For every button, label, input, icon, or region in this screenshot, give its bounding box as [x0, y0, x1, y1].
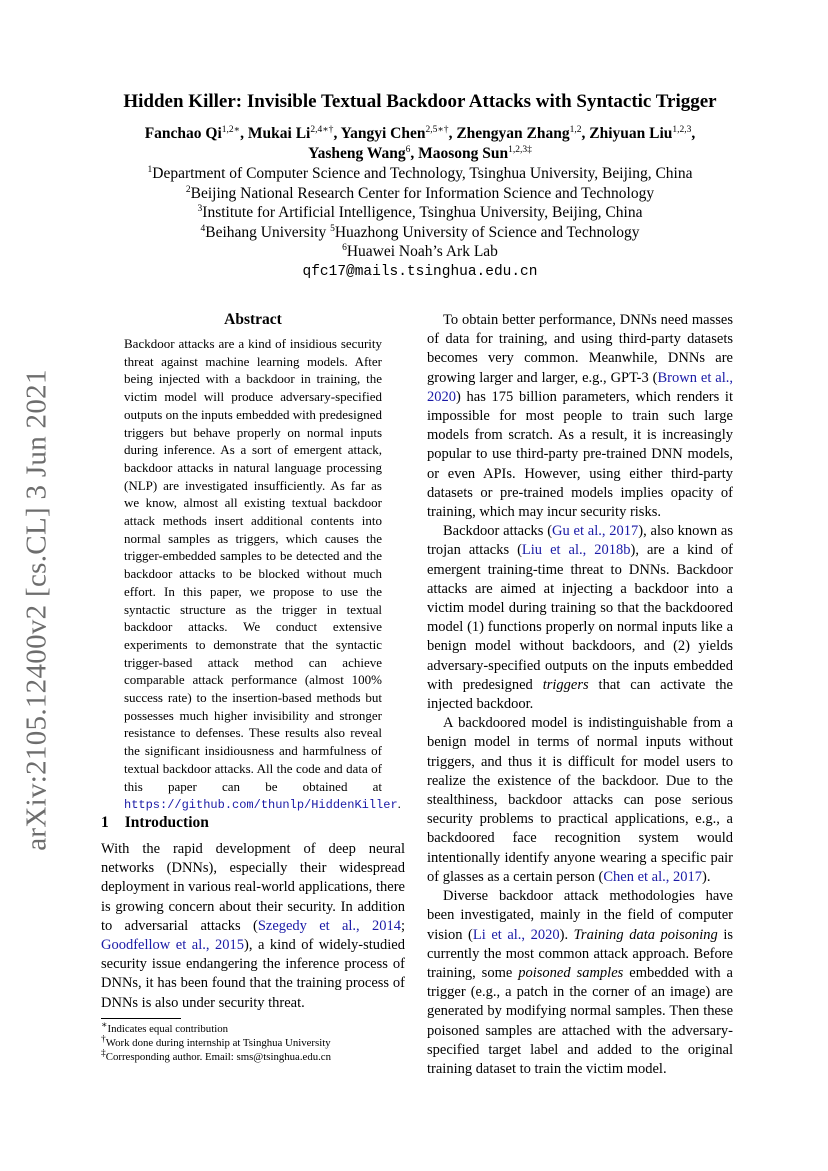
footnote: [101, 1036, 405, 1050]
abstract-section: [124, 311, 401, 815]
citation-link[interactable]: Chen et al., 2017: [603, 868, 703, 885]
citation-link[interactable]: Gu et al., 2017: [552, 523, 639, 540]
affiliation-sup: 1: [147, 164, 153, 175]
abstract-heading: Abstract: [224, 311, 282, 328]
affiliation: [90, 164, 750, 184]
contact-email[interactable]: qfc17@mails.tsinghua.edu.cn: [302, 263, 538, 280]
section-heading: [101, 814, 405, 832]
paper-header: [90, 90, 750, 282]
footnote: [101, 1022, 405, 1036]
emphasis: Training data poisoning: [573, 926, 718, 943]
text-run: ;: [400, 917, 405, 934]
text-run: ), are a kind of emergent training-time threat to DNNs. Backdoor attacks are aimed at injecting a backdoor into a victim model during training so that the backdoored model (1) functions properly on normal inputs like a benign model without backdoors, and (2) yields adversary-specified outputs on the inputs embedded with predesigned: [427, 542, 733, 693]
emphasis: triggers: [542, 676, 589, 693]
abstract-end: .: [397, 796, 401, 812]
footnote-text: Corresponding author. Email: sms@tsinghua.edu.cn: [105, 1051, 332, 1063]
text-run: Backdoor attacks (: [443, 523, 553, 540]
body-paragraph: [427, 714, 733, 887]
abstract-text: Backdoor attacks are a kind of insidious security threat against machine learning models. After being injected with a backdoor in training, the victim model will produce adversary-specified outputs on the inputs embedded with predesigned triggers but behave properly on normal inputs during inference. As a sort of emergent attack, backdoor attacks in natural language processing (NLP) are investigated insufficiently. As far as we know, almost all existing textual backdoor attack methods insert additional contents into normal samples as triggers, which causes the trigger-embedded samples to be detected and the backdoor attacks to be blocked without much effort. In this paper, we propose to use the syntactic structure as the trigger in textual backdoor attacks. We conduct extensive experiments to demonstrate that the syntactic trigger-based attack method can achieve comparable attack performance (almost 100% success rate) to the insertion-based methods but possesses much higher invisibility and stronger resistance to defenses. These results also reveal the significant insidiousness and harmfulness of textual backdoor attacks. All the code and data of this paper can be obtained at: [124, 336, 382, 794]
code-link[interactable]: https://github.com/thunlp/HiddenKiller: [124, 798, 398, 813]
affiliation-text: Institute for Artificial Intelligence, Tsinghua University, Beijing, China: [202, 204, 643, 221]
affiliation-text: Department of Computer Science and Technology, Tsinghua University, Beijing, China: [152, 165, 693, 182]
footnote-text: Work done during internship at Tsinghua University: [105, 1037, 331, 1049]
footnote-mark: ∗: [101, 1020, 108, 1031]
text-run: To obtain better performance, DNNs need masses of data for training, and using third-party datasets becomes very common. Meanwhile, DNNs are growing larger and larger, e.g., GPT-3 (: [427, 312, 733, 386]
affiliation-text: Huazhong University of Science and Technology: [334, 223, 640, 241]
introduction-section: [101, 814, 405, 1013]
text-run: embedded with a trigger (e.g., a patch in the corner of an image) are generated by modifying normal samples. Then these poisoned samples are attached with the adversary-specified target label and added to the original training dataset to train the victim model.: [427, 964, 733, 1077]
citation-link[interactable]: Goodfellow et al., 2015: [101, 937, 244, 954]
section-title: Introduction: [124, 814, 209, 831]
citation-link[interactable]: Brown et al., 2020: [427, 369, 733, 405]
affiliation-sup: 5: [330, 223, 335, 234]
arxiv-id: arXiv:2105.12400v2 [cs.CL] 3 Jun 2021: [20, 369, 53, 851]
emphasis: poisoned samples: [518, 964, 624, 981]
author-sup: 1,2∗: [221, 124, 241, 135]
text-run: ).: [702, 868, 711, 885]
right-column: [427, 311, 733, 1079]
author-sup: 1,2,3: [672, 124, 692, 135]
abstract-body: [124, 335, 401, 815]
paper-title: Hidden Killer: Invisible Textual Backdoor Attacks with Syntactic Trigger: [123, 91, 717, 112]
author-name: Maosong Sun: [418, 145, 509, 162]
author-name: Yangyi Chen: [340, 125, 426, 142]
footnote-mark: ‡: [101, 1048, 106, 1059]
author-sup: 2,4∗†: [310, 124, 334, 135]
footnote-mark: †: [101, 1034, 106, 1045]
affiliation-sup: 3: [197, 203, 203, 214]
citation-link[interactable]: Li et al., 2020: [472, 926, 560, 943]
citation-link[interactable]: Szegedy et al., 2014: [257, 917, 401, 934]
body-paragraph: [427, 522, 733, 714]
author-name: Zhengyan Zhang: [456, 125, 570, 142]
footnotes: [101, 1018, 405, 1064]
author-sup: 2,5∗†: [425, 124, 449, 135]
author-name: Zhiyuan Liu: [589, 125, 673, 142]
author-name: Fanchao Qi: [144, 125, 222, 142]
footnote-text: Indicates equal contribution: [107, 1023, 228, 1035]
affiliation: [90, 242, 750, 262]
text-run: ).: [559, 926, 574, 943]
intro-paragraph: [101, 840, 405, 1013]
text-run: ) has 175 billion parameters, which renders it impossible for most people to train such large models from scratch. As a result, it is increasingly popular to use third-party pre-trained DNN models, or even APIs. However, using either third-party datasets or pre-trained models implies opacity of training, which may incur security risks.: [427, 388, 733, 521]
text-run: is currently the most common attack approach. Before training, some: [427, 926, 734, 981]
affiliation: [90, 223, 750, 243]
affiliation-text: Beihang University: [205, 223, 327, 241]
author-sup: 1,2: [569, 124, 582, 135]
affiliation: [90, 184, 750, 204]
author-sup: 6: [405, 144, 411, 155]
affiliation-sup: 4: [200, 223, 206, 234]
footnote-rule: [101, 1018, 181, 1019]
citation-link[interactable]: Liu et al., 2018b: [521, 542, 631, 559]
author-name: Mukai Li: [247, 125, 311, 142]
body-paragraph: [427, 311, 733, 522]
author-name: Yasheng Wang: [308, 145, 406, 162]
text-run: A backdoored model is indistinguishable from a benign model in terms of normal inputs without triggers, and thus it is difficult for model users to realize the existence of the backdoor. Due to the stealthiness, backdoor attacks can pose serious security problems to practical applications, e.g., a backdoored face recognition system would intentionally identify anyone wearing a specific pair of glasses as a certain person (: [427, 715, 733, 885]
affiliation-sup: 2: [185, 184, 191, 195]
affiliation-text: Beijing National Research Center for Information Science and Technology: [190, 184, 655, 202]
arxiv-sidebar-stamp: [12, 369, 62, 851]
text-run: ), a kind of widely-studied security issue endangering the inference process of DNNs, it has been found that the training process of DNNs is also under security threat.: [101, 937, 405, 1011]
text-run: With the rapid development of deep neural networks (DNNs), especially their widespread deployment in various real-world applications, there is growing concern about their security. In addition to adversarial attacks (: [101, 841, 405, 934]
footnote: [101, 1050, 405, 1064]
text-run: ), also known as trojan attacks (: [427, 523, 733, 559]
affiliation-text: Huawei Noah’s Ark Lab: [346, 243, 498, 260]
section-number: 1: [101, 814, 109, 831]
author-list: Fanchao $Qi^{1,2∗}$, Mukai $Li^{2,4∗\dagger}$, Yangyi Chen$^{2,5∗\dagger}$, Zhengyan Zhang$^{1,2}$, Zhiyuan Liu$^{1,2,3}$, Yasheng Wang$^6$, Maosong Sun$^{1,2,3\ddagger}$: [144, 124, 696, 162]
body-paragraph: [427, 887, 733, 1079]
text-run: that can activate the injected backdoor.: [427, 676, 733, 713]
author-sup: 1,2,3‡: [508, 144, 532, 155]
text-run: Diverse backdoor attack methodologies have been investigated, mainly in the field of computer vision (: [427, 888, 733, 943]
affiliation: [90, 203, 750, 223]
affiliation-sup: 6: [342, 242, 347, 253]
